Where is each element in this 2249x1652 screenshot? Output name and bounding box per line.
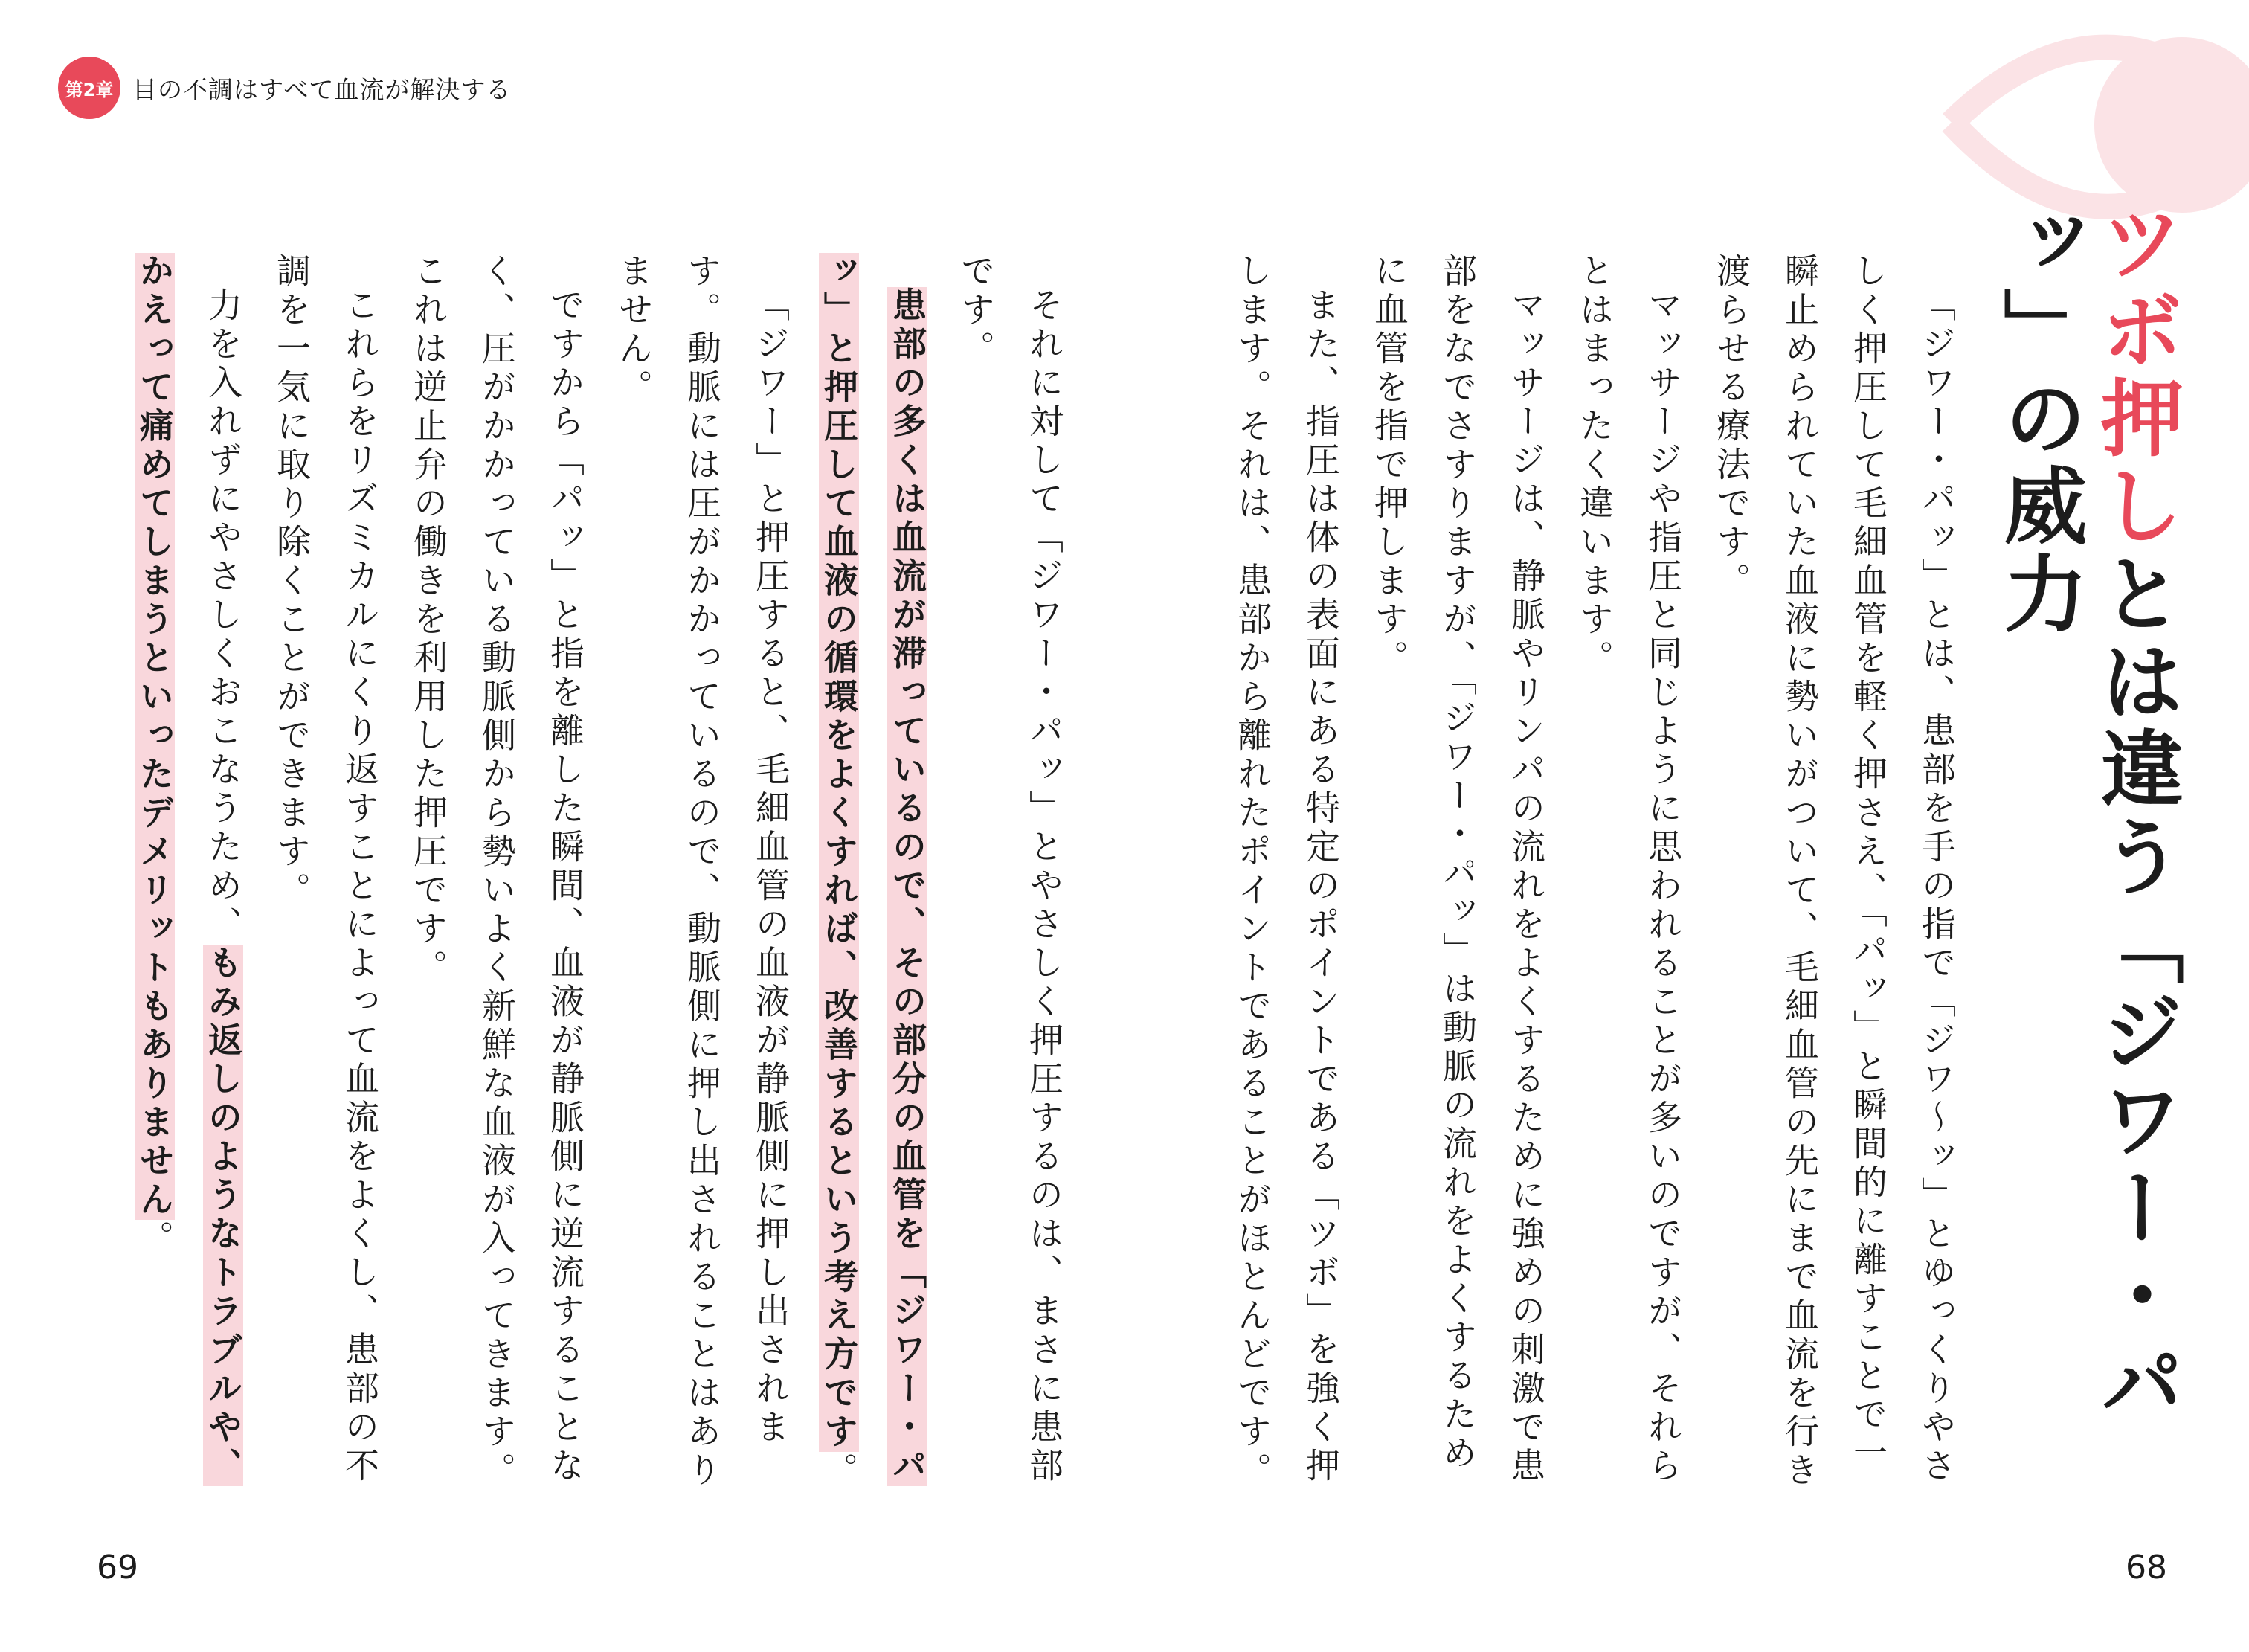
title-accent: ツボ押し — [2087, 199, 2184, 550]
paragraph — [134, 253, 257, 1510]
page-number-left: 69 — [97, 1549, 138, 1587]
chapter-header — [58, 57, 511, 119]
paragraph: マッサージは、静脈やリンパの流れをよくするために強めの刺激で患部をなでさすりますが、「ジワー・パッ」は動脈の流れをよくするために血管を指で押します。 — [1369, 253, 1546, 1486]
paragraph: マッサージや指圧と同じように思われることが多いのですが、それらとはまったく違います。 — [1574, 253, 1683, 1486]
highlight-text: もみ返しのようなトラブルや、かえって痛めてしまうといったデメリットもありません — [135, 253, 243, 1486]
paragraph-emphasis — [805, 253, 942, 1510]
paragraph-text: 力を入れずにやさしくおこなうため、 — [203, 287, 243, 945]
left-page-body — [134, 253, 1078, 1510]
punctuation: 。 — [135, 1220, 175, 1259]
paragraph: 「ジワー」と押圧すると、毛細血管の血液が静脈側に押し出されます。動脈には圧がかかっているので、動脈側に押し出されることはありません。 — [614, 253, 791, 1491]
chapter-badge: 第2章 — [58, 57, 120, 119]
right-page-body — [1227, 253, 1971, 1510]
paragraph: ですから「パッ」と指を離した瞬間、血液が静脈側に逆流することなく、圧がかかっている動脈側から勢いよく新鮮な血液が入ってきます。これは逆止弁の働きを利用した押圧です。 — [408, 253, 585, 1491]
section-title — [1990, 199, 2184, 1508]
paragraph: 「ジワー・パッ」とは、患部を手の指で「ジワ〜ッ」とゆっくりやさしく押圧して毛細血管を軽く押さえ、「パッ」と瞬間的に離すことで一瞬止められていた血液に勢いがついて、毛細血管の先にまで血流を行き渡らせる療法です。 — [1711, 253, 1957, 1491]
highlight-text: 患部の多くは血流が滞っているので、その部分の血管を「ジワー・パッ」と押圧して血液の循環をよくすれば、改善するという考え方です — [819, 253, 927, 1486]
title-rest: とは違う「ジワー・パッ」の威力 — [1990, 199, 2184, 1428]
paragraph: また、指圧は体の表面にある特定のポイントである「ツボ」を強く押します。それは、患部から離れたポイントであることがほとんどです。 — [1232, 253, 1341, 1491]
paragraph: これらをリズミカルにくり返すことによって血流をよくし、患部の不調を一気に取り除くことができます。 — [271, 253, 380, 1486]
chapter-title: 目の不調はすべて血流が解決する — [132, 74, 512, 104]
punctuation: 。 — [819, 1452, 859, 1491]
paragraph: それに対して「ジワー・パッ」とやさしく押圧するのは、まさに患部です。 — [956, 253, 1064, 1486]
page-number-right: 68 — [2126, 1549, 2167, 1587]
